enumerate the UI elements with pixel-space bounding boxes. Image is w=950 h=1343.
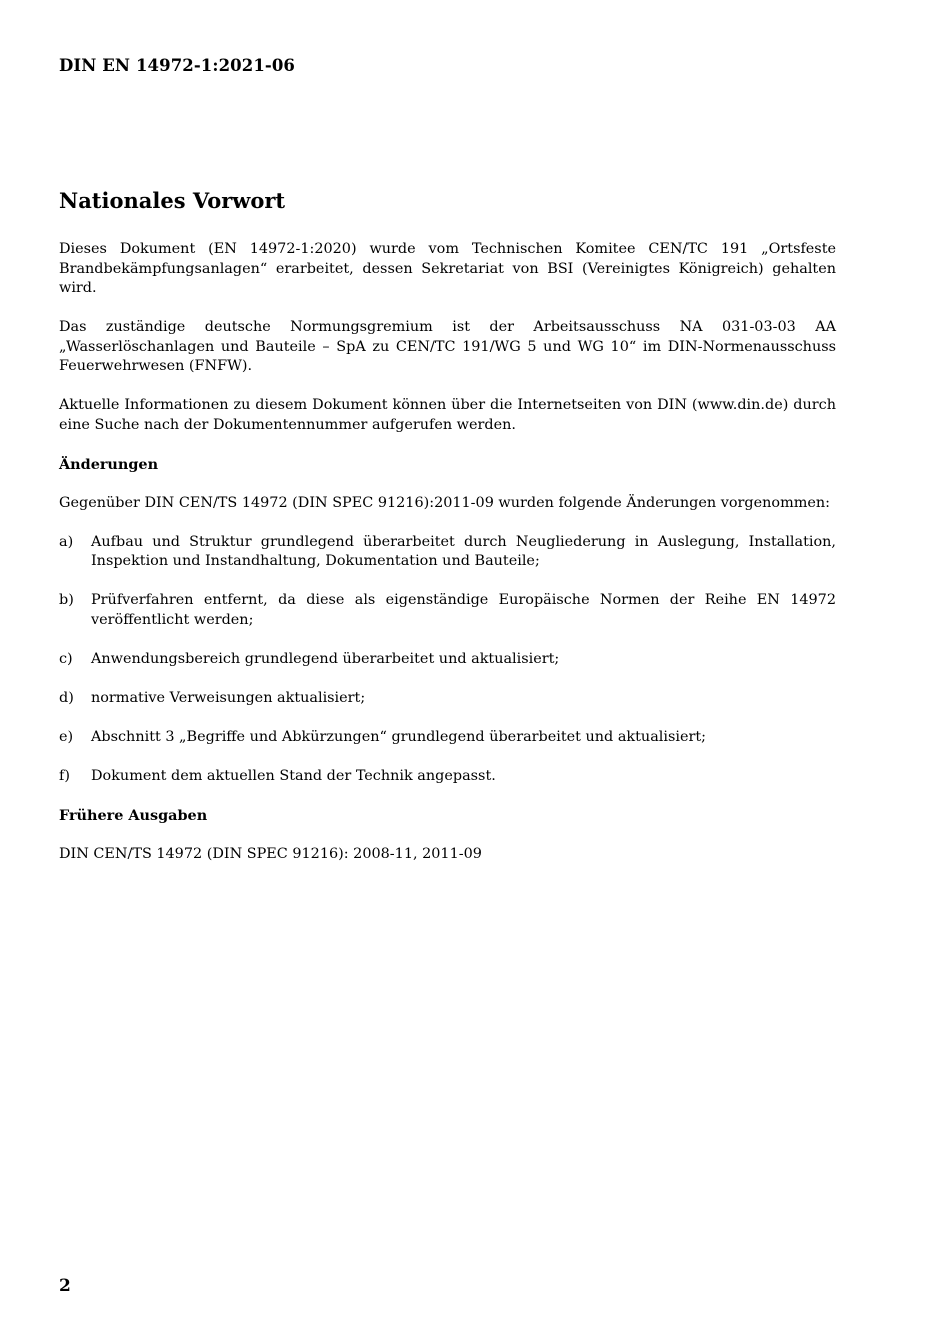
list-marker: e)	[59, 728, 74, 745]
list-text: Aufbau und Struktur grundlegend überarbeitet durch Neugliederung in Auslegung, Installation, Inspektion und Instandhaltung, Dokumentation und Bauteile;	[91, 533, 836, 569]
changes-heading: Änderungen	[59, 455, 159, 473]
document-id-header: DIN EN 14972-1:2021-06	[59, 56, 296, 75]
list-marker: c)	[59, 650, 73, 667]
list-text: Dokument dem aktuellen Stand der Technik angepasst.	[91, 767, 496, 784]
list-text: Prüfverfahren entfernt, da diese als eigenständige Europäische Normen der Reihe EN 14972 veröffentlicht werden;	[91, 592, 836, 628]
list-item	[59, 689, 836, 709]
list-item	[59, 650, 836, 670]
list-item	[59, 767, 836, 787]
foreword-section	[59, 186, 836, 884]
changes-intro: Gegenüber DIN CEN/TS 14972 (DIN SPEC 91216):2011-09 wurden folgende Änderungen vorgenommen:	[59, 494, 830, 511]
list-text: Abschnitt 3 „Begriffe und Abkürzungen“ grundlegend überarbeitet und aktualisiert;	[91, 728, 706, 745]
foreword-paragraph-national-body: Das zuständige deutsche Normungsgremium ist der Arbeitsausschuss NA 031-03-03 AA „Wasserlöschanlagen und Bauteile – SpA zu CEN/TC 191/WG 5 und WG 10“ im DIN-Normenausschuss Feuerwehrwesen (FNFW).	[59, 319, 836, 374]
foreword-paragraph-information: Aktuelle Informationen zu diesem Dokument können über die Internetseiten von DIN (www.din.de) durch eine Suche nach der Dokumentennummer aufgerufen werden.	[59, 397, 836, 433]
previous-editions-heading: Frühere Ausgaben	[59, 806, 208, 824]
changes-list	[59, 533, 836, 787]
list-item	[59, 591, 836, 630]
list-item	[59, 533, 836, 572]
list-marker: b)	[59, 592, 74, 608]
page-number: 2	[59, 1276, 71, 1296]
previous-editions-text: DIN CEN/TS 14972 (DIN SPEC 91216): 2008-11, 2011-09	[59, 845, 482, 862]
list-text: Anwendungsbereich grundlegend überarbeitet und aktualisiert;	[91, 650, 560, 667]
list-marker: a)	[59, 533, 74, 550]
list-marker: f)	[59, 767, 70, 784]
page-title: Nationales Vorwort	[59, 188, 286, 213]
list-marker: d)	[59, 689, 74, 706]
list-text: normative Verweisungen aktualisiert;	[91, 689, 366, 706]
list-item	[59, 728, 836, 748]
foreword-paragraph-committee: Dieses Dokument (EN 14972-1:2020) wurde vom Technischen Komitee CEN/TC 191 „Ortsfeste Brandbekämpfungsanlagen“ erarbeitet, dessen Sekretariat von BSI (Vereinigtes Königreich) gehalten wird.	[59, 241, 836, 296]
